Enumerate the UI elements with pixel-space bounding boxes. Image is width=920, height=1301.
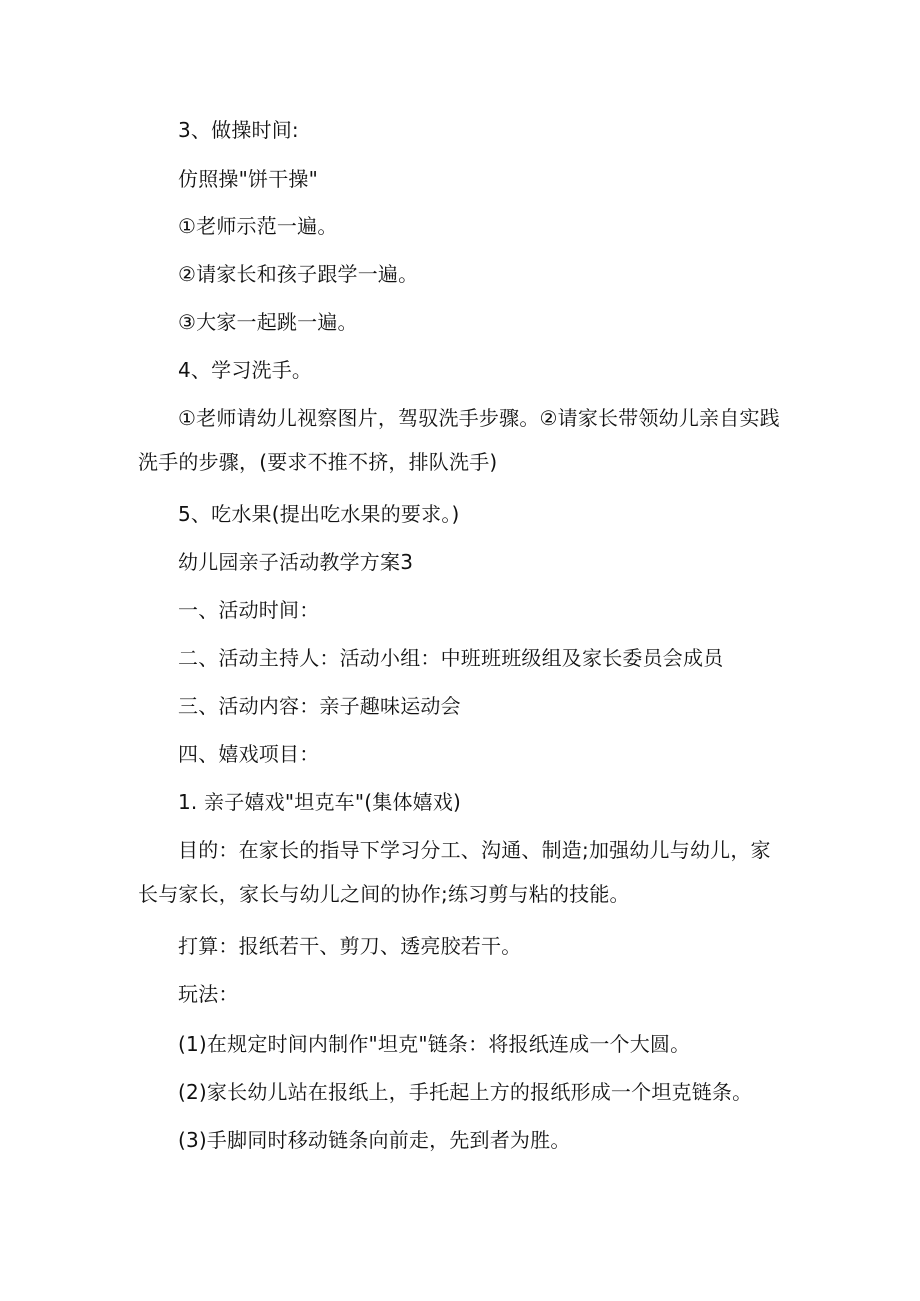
- paragraph-teacher-demo: ①老师示范一遍。: [178, 214, 338, 238]
- paragraph-activity-time: 一、活动时间：: [178, 598, 320, 622]
- section-title-plan-3: 幼儿园亲子活动教学方案3: [178, 550, 414, 574]
- paragraph-rules-heading: 玩法：: [178, 982, 239, 1006]
- paragraph-tank-game: 1. 亲子嬉戏"坦克车"(集体嬉戏): [178, 790, 462, 814]
- paragraph-rule-3: (3)手脚同时移动链条向前走，先到者为胜。: [178, 1128, 571, 1152]
- paragraph-purpose: 目的：在家长的指导下学习分工、沟通、制造;加强幼儿与幼儿，家长与家长，家长与幼儿之间的协作;练习剪与粘的技能。: [138, 838, 771, 906]
- paragraph-rule-2: (2)家长幼儿站在报纸上，手托起上方的报纸形成一个坦克链条。: [178, 1080, 753, 1104]
- paragraph-activity-host: 二、活动主持人：活动小组：中班班班级组及家长委员会成员: [178, 646, 724, 670]
- paragraph-parent-follow: ②请家长和孩子跟学一遍。: [178, 262, 419, 286]
- paragraph-eat-fruit: 5、吃水果(提出吃水果的要求。): [178, 502, 460, 526]
- paragraph-game-items: 四、嬉戏项目：: [178, 742, 320, 766]
- paragraph-preparation: 打算：报纸若干、剪刀、透亮胶若干。: [178, 934, 522, 958]
- paragraph-rule-1: (1)在规定时间内制作"坦克"链条：将报纸连成一个大圆。: [178, 1032, 691, 1056]
- paragraph-activity-content: 三、活动内容：亲子趣味运动会: [178, 694, 461, 718]
- paragraph-dance-together: ③大家一起跳一遍。: [178, 310, 358, 334]
- paragraph-imitation-exercise: 仿照操"饼干操": [178, 167, 318, 191]
- paragraph-exercise-time: 3、做操时间:: [178, 118, 299, 142]
- paragraph-handwashing-steps: ①老师请幼儿视察图片，驾驭洗手步骤。②请家长带领幼儿亲自实践洗手的步骤，(要求不推不挤，排队洗手): [138, 406, 780, 474]
- paragraph-learn-handwashing: 4、学习洗手。: [178, 358, 313, 382]
